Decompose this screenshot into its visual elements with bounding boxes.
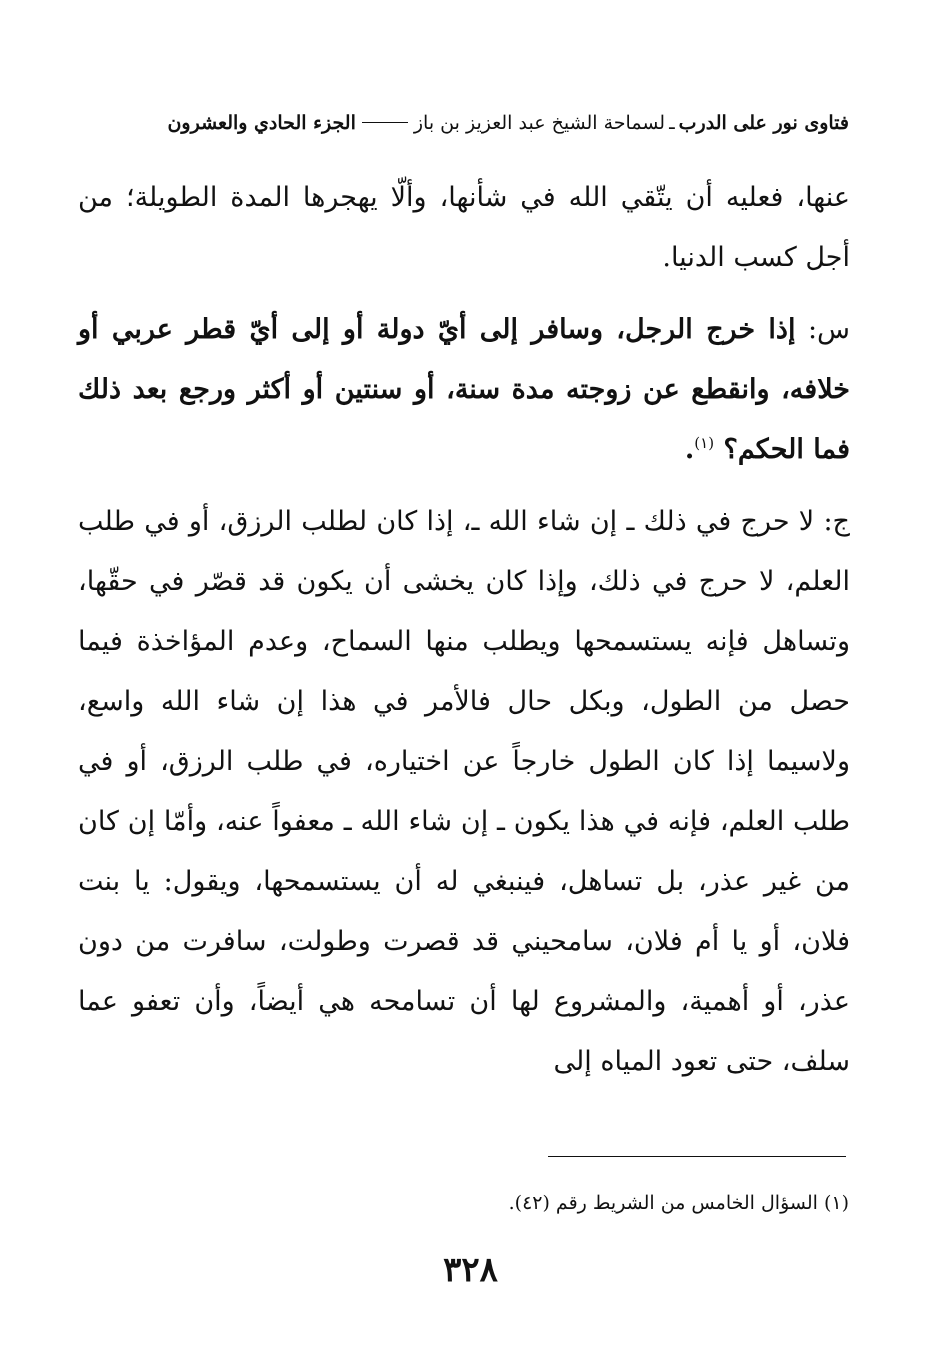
author-name: لسماحة الشيخ عبد العزيز بن باز xyxy=(413,112,666,134)
part-title: الجزء الحادي والعشرون xyxy=(167,112,356,134)
main-text xyxy=(78,168,850,1092)
running-header xyxy=(92,112,849,134)
question-marker: س: xyxy=(795,314,850,345)
footnote-reference: (١) xyxy=(694,434,715,452)
page-number: ٣٢٨ xyxy=(443,1250,498,1290)
answer-paragraph: ج: لا حرج في ذلك ـ إن شاء الله ـ، إذا كان لطلب الرزق، أو في طلب العلم، لا حرج في ذلك، وإذا كان يخشى أن يكون قد قصّر في حقّها، وتساهل فإنه يستسمحها ويطلب منها السماح، وعدم المؤاخذة فيما حصل من الطول، وبكل حال فالأمر في هذا إن شاء الله واسع، ولاسيما إذا كان الطول خارجاً عن اختياره، في طلب الرزق، أو في طلب العلم، فإنه في هذا يكون ـ إن شاء الله ـ معفواً عنه، وأمّا إن كان من غير عذر، بل تساهل، فينبغي له أن يستسمحها، ويقول: يا بنت فلان، أو يا أم فلان، سامحيني قد قصرت وطولت، سافرت من دون عذر، أو أهمية، والمشروع لها أن تسامحه هي أيضاً، وأن تعفو عما سلف، حتى تعود المياه إلى xyxy=(78,506,850,1077)
footnote: (١) السؤال الخامس من الشريط رقم (٤٢). xyxy=(508,1192,849,1214)
book-title: فتاوى نور على الدرب xyxy=(678,112,849,134)
question-end: . xyxy=(684,434,695,465)
paragraph-continuation: عنها، فعليه أن يتّقي الله في شأنها، وألّا يهجرها المدة الطويلة؛ من أجل كسب الدنيا. xyxy=(78,182,850,273)
header-rule xyxy=(362,122,408,123)
footnote-rule xyxy=(548,1156,846,1157)
question-paragraph xyxy=(78,300,850,480)
question-text: إذا خرج الرجل، وسافر إلى أيّ دولة أو إلى أيّ قطر عربي أو خلافه، وانقطع عن زوجته مدة سنة، أو سنتين أو أكثر ورجع بعد ذلك فما الحكم؟ xyxy=(78,314,850,465)
header-separator: ـ xyxy=(669,112,675,134)
